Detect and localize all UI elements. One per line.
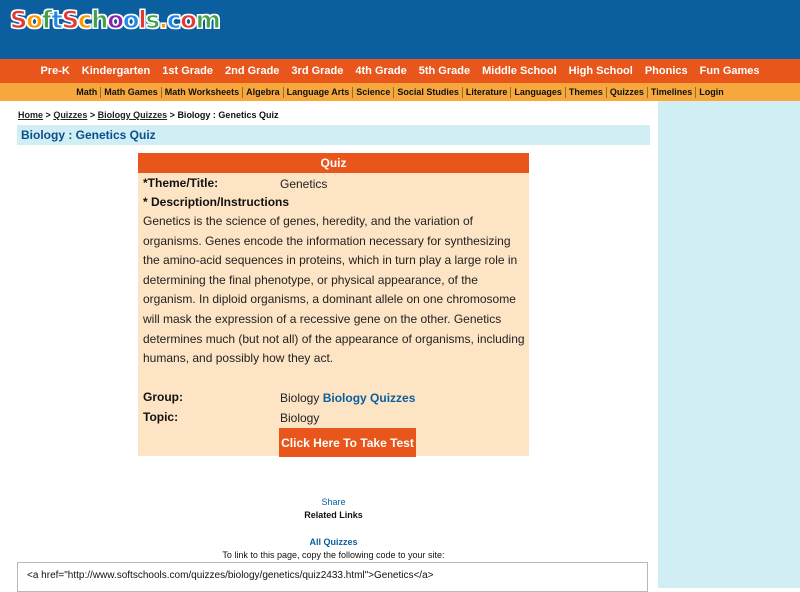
breadcrumb-quizzes[interactable]: Quizzes — [53, 110, 88, 120]
nav-secondary-item[interactable]: Literature — [463, 87, 512, 98]
topic-label: Topic: — [143, 410, 179, 424]
nav-primary-item[interactable]: 2nd Grade — [225, 65, 280, 77]
nav-primary-item[interactable]: 1st Grade — [162, 65, 214, 77]
related-links-heading: Related Links — [304, 510, 363, 520]
description-text: Genetics is the science of genes, heredity, and the variation of organisms. Genes encode the information necessary for synthesizing the amino-acid sequences in proteins, which in turn play a large role in determining the final phenotype, or physical appearance, of the organism. In diploid organisms, a dominant allele on one chromosome will mask the expression of a recessive gene on the other. Genetics determines much (but not all) of the appearance of organisms, including humans, and possibly how they act. — [143, 214, 525, 366]
nav-secondary-item[interactable]: Quizzes — [607, 87, 648, 98]
nav-secondary-item[interactable]: Social Studies — [394, 87, 463, 98]
nav-secondary-item[interactable]: Language Arts — [284, 87, 354, 98]
nav-primary-item[interactable]: High School — [568, 65, 633, 77]
breadcrumb — [18, 110, 278, 120]
nav-primary-item[interactable]: 4th Grade — [355, 65, 407, 77]
take-test-button[interactable]: Click Here To Take Test — [279, 428, 416, 457]
group-value-text: Biology — [280, 391, 320, 405]
page-title-bar — [17, 125, 650, 145]
nav-primary-item[interactable]: 5th Grade — [418, 65, 471, 77]
site-header — [0, 0, 800, 59]
logo-letter: o — [180, 6, 196, 34]
logo-letter: f — [41, 6, 52, 34]
nav-primary-item[interactable]: Phonics — [644, 65, 688, 77]
primary-nav — [0, 59, 800, 83]
logo-letter: . — [158, 6, 168, 34]
description-label: * Description/Instructions — [143, 195, 290, 209]
nav-secondary-item[interactable]: Themes — [566, 87, 607, 98]
embed-code-box[interactable]: <a href="http://www.softschools.com/quizzes/biology/genetics/quiz2433.html">Genetics</a> — [17, 562, 648, 592]
breadcrumb-current: Biology : Genetics Quiz — [177, 110, 279, 120]
breadcrumb-biology-quizzes[interactable]: Biology Quizzes — [97, 110, 168, 120]
group-value — [280, 391, 415, 405]
all-quizzes-row — [17, 537, 650, 547]
nav-secondary-item[interactable]: Languages — [511, 87, 566, 98]
logo-letter: S — [10, 6, 27, 34]
logo-letter: S — [61, 6, 79, 34]
right-sidebar — [658, 101, 800, 588]
quiz-panel — [138, 153, 529, 456]
secondary-nav — [0, 83, 800, 101]
logo-letter: t — [51, 6, 62, 34]
logo-letter: o — [26, 6, 42, 34]
theme-label: *Theme/Title: — [143, 176, 219, 190]
logo-letter: c — [78, 6, 92, 34]
breadcrumb-sep: > — [89, 110, 96, 120]
nav-secondary-item[interactable]: Science — [353, 87, 394, 98]
nav-primary-item[interactable]: Fun Games — [699, 65, 760, 77]
theme-value: Genetics — [280, 177, 328, 191]
site-logo[interactable] — [10, 6, 220, 34]
breadcrumb-sep: > — [169, 110, 175, 120]
nav-secondary-item[interactable]: Math Worksheets — [162, 87, 243, 98]
logo-letter: m — [195, 6, 220, 34]
topic-value: Biology — [280, 411, 320, 425]
logo-letter: l — [138, 6, 146, 34]
all-quizzes-link[interactable]: All Quizzes — [309, 537, 358, 547]
logo-letter: s — [145, 6, 159, 34]
nav-secondary-item[interactable]: Math Games — [101, 87, 162, 98]
nav-primary-item[interactable]: 3rd Grade — [291, 65, 344, 77]
share-link[interactable]: Share — [321, 497, 346, 507]
logo-letter: c — [167, 6, 181, 34]
breadcrumb-home[interactable]: Home — [18, 110, 44, 120]
nav-secondary-item[interactable]: Algebra — [243, 87, 284, 98]
nav-primary-item[interactable]: Middle School — [482, 65, 557, 77]
share-link-row — [17, 497, 650, 507]
nav-primary-item[interactable]: Pre-K — [40, 65, 70, 77]
nav-secondary-item[interactable]: Timelines — [648, 87, 696, 98]
logo-letter: o — [107, 6, 123, 34]
group-link[interactable]: Biology Quizzes — [322, 391, 416, 405]
logo-letter: h — [91, 6, 108, 34]
breadcrumb-sep: > — [45, 110, 51, 120]
page-title: Biology : Genetics Quiz — [21, 128, 156, 142]
nav-secondary-item[interactable]: Login — [699, 86, 724, 97]
group-label: Group: — [143, 390, 183, 404]
quiz-header: Quiz — [138, 153, 529, 173]
logo-letter: o — [122, 6, 139, 34]
nav-primary-item[interactable]: Kindergarten — [81, 65, 151, 77]
link-instructions: To link to this page, copy the following code to your site: — [222, 550, 445, 560]
nav-secondary-item[interactable]: Math — [73, 87, 101, 98]
